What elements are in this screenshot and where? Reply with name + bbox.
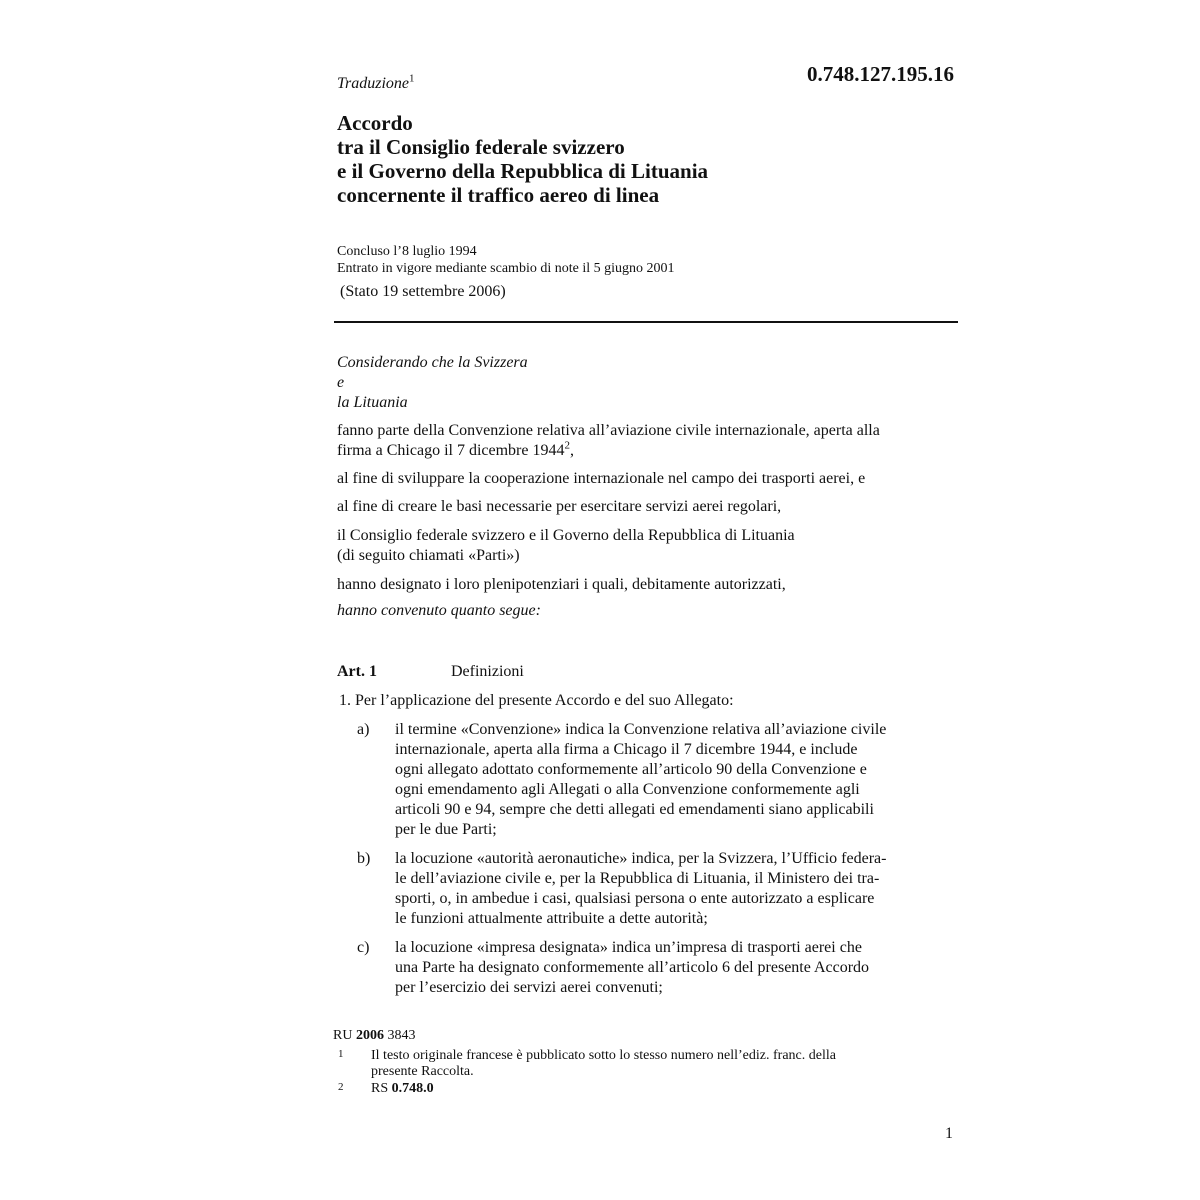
item-a-label: a) [357, 721, 370, 738]
preamble-paragraph-6: hanno convenuto quanto segue: [337, 602, 541, 619]
p4-line-2: (di seguito chiamati «Parti») [337, 547, 520, 564]
article-intro: 1. Per l’applicazione del presente Accordo e del suo Allegato: [339, 692, 734, 709]
preamble-paragraph-4 [337, 526, 795, 566]
item-b-line: le funzioni attualmente attribuite a dette autorità; [395, 910, 708, 927]
item-c-line: la locuzione «impresa designata» indica un’impresa di trasporti aerei che [395, 939, 862, 956]
article-number: Art. 1 [337, 663, 377, 680]
lithuania-line: la Lituania [337, 394, 408, 411]
preamble-paragraph-3: al fine di creare le basi necessarie per esercitare servizi aerei regolari, [337, 498, 782, 515]
item-b-label: b) [357, 850, 371, 867]
title-line-4: concernente il traffico aereo di linea [337, 183, 660, 207]
footnote-1-number: 1 [338, 1048, 344, 1060]
item-a-text [395, 720, 955, 840]
conjunction-line: e [337, 374, 345, 391]
entry-into-force: Entrato in vigore mediante scambio di note il 5 giugno 2001 [337, 261, 675, 276]
article-heading: Definizioni [451, 663, 524, 680]
item-c-line: per l’esercizio dei servizi aerei convenuti; [395, 979, 663, 996]
p4-line-1: il Consiglio federale svizzero e il Governo della Repubblica di Lituania [337, 527, 795, 544]
item-b-line: le dell’aviazione civile e, per la Repubblica di Lituania, il Ministero dei tra- [395, 870, 880, 887]
title-line-2: tra il Consiglio federale svizzero [337, 135, 625, 159]
footnote-ref-1: 1 [409, 72, 415, 85]
concluded-date: Concluso l’8 luglio 1994 [337, 244, 477, 259]
document-title [337, 111, 708, 207]
status-date: (Stato 19 settembre 2006) [340, 283, 506, 300]
p1-line-2: firma a Chicago il 7 dicembre 1944$^2$, [337, 439, 574, 459]
rs-number: 0.748.0 [391, 1081, 434, 1096]
item-a-line: articoli 90 e 94, sempre che detti allegati ed emendamenti siano applicabili [395, 801, 874, 818]
ru-year: 2006 [355, 1028, 384, 1043]
item-b-line: sporti, o, in ambedue i casi, qualsiasi persona o ente autorizzato a esplicare [395, 890, 875, 907]
item-a-line: internazionale, aperta alla firma a Chicago il 7 dicembre 1944, e include [395, 741, 858, 758]
preamble-considering [337, 353, 528, 413]
footnote-ref-2: 2 [564, 439, 570, 452]
item-a-line: ogni emendamento agli Allegati o alla Convenzione conformemente agli [395, 781, 860, 798]
item-a-line: per le due Parti; [395, 821, 497, 838]
title-line-3: e il Governo della Repubblica di Lituania [337, 159, 709, 183]
footnote-1-text: Il testo originale francese è pubblicato sotto lo stesso numero nell’ediz. franc. della presente Raccolta. [371, 1048, 836, 1079]
metadata-block [337, 243, 675, 277]
sr-number: 0.748.127.195.16 [807, 62, 954, 86]
preamble-paragraph-2: al fine di sviluppare la cooperazione internazionale nel campo dei trasporti aerei, e [337, 470, 866, 487]
item-b-line: la locuzione «autorità aeronautiche» indica, per la Svizzera, l’Ufficio federa- [395, 850, 887, 867]
footnote-2-text: RS 0.748.0 [371, 1081, 434, 1096]
translation-text: Traduzione [337, 75, 410, 92]
item-c-label: c) [357, 939, 370, 956]
p1-line-1: fanno parte della Convenzione relativa all’aviazione civile internazionale, aperta alla [337, 422, 880, 439]
page-number: 1 [945, 1125, 953, 1142]
official-collection-ref: RU 2006 3843 [333, 1028, 416, 1043]
item-c-line: una Parte ha designato conformemente all’articolo 6 del presente Accordo [395, 959, 870, 976]
title-line-1: Accordo [337, 111, 413, 135]
preamble-paragraph-1 [337, 421, 880, 461]
item-b-text [395, 849, 955, 929]
preamble-paragraph-5: hanno designato i loro plenipotenziari i quali, debitamente autorizzati, [337, 576, 786, 593]
header-rule [334, 321, 958, 323]
item-c-text [395, 938, 955, 998]
considering-line: Considerando che la Svizzera [337, 354, 528, 371]
item-a-line: il termine «Convenzione» indica la Convenzione relativa all’aviazione civile [395, 721, 887, 738]
footnote-2-number: 2 [338, 1081, 344, 1093]
item-a-line: ogni allegato adottato conformemente all’articolo 90 della Convenzione e [395, 761, 867, 778]
translation-label [337, 72, 415, 93]
